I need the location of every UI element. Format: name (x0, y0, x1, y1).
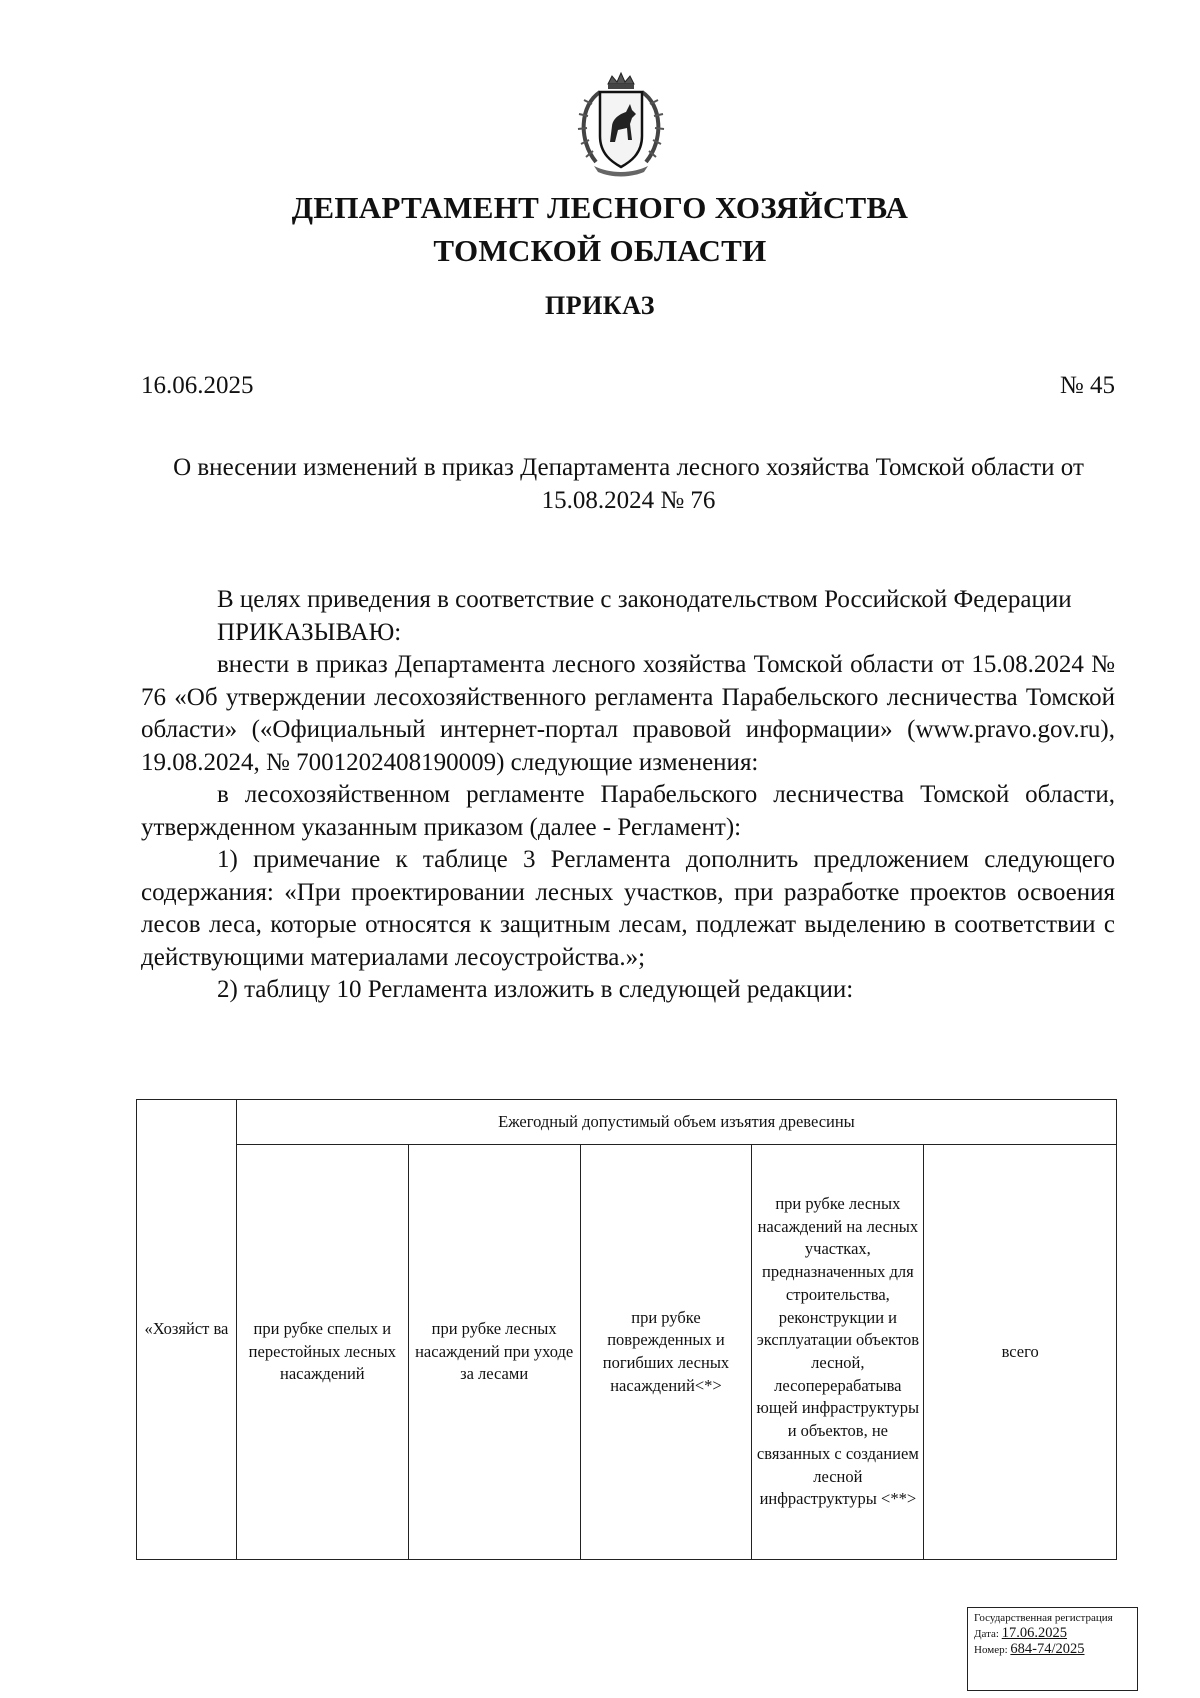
stamp-date-value: 17.06.2025 (1001, 1625, 1067, 1641)
organization-name-line1: ДЕПАРТАМЕНТ ЛЕСНОГО ХОЗЯЙСТВА (291, 190, 909, 225)
stamp-date-label: Дата: (974, 1628, 999, 1640)
body-paragraph-item1: 1) примечание к таблице 3 Регламента дополнить предложением следующего содержания: «При проектировании лесных участков, при разработке проектов освоения лесов леса, которые относятся к защитным лесам, подлежат выделению в соответствии с действующими материалами лесоустройства.»; (141, 846, 1115, 971)
stamp-number-label: Номер: (974, 1644, 1008, 1656)
coat-of-arms-icon (570, 70, 672, 178)
stamp-number-value: 684-74/2025 (1010, 1641, 1085, 1657)
table-column-header: при рубке поврежденных и погибших лесных насаждений<*> (580, 1145, 752, 1560)
document-number: № 45 (1059, 372, 1115, 399)
stamp-title: Государственная регистрация (974, 1612, 1113, 1624)
table-column-header: при рубке спелых и перестойных лесных насаждений (236, 1145, 408, 1560)
table-group-header: Ежегодный допустимый объем изъятия древесины (236, 1100, 1116, 1145)
registration-stamp (967, 1607, 1138, 1691)
body-paragraph-regulation: в лесохозяйственном регламенте Парабельского лесничества Томской области, утвержденном указанным приказом (далее - Регламент): (141, 781, 1115, 841)
table-header-households: «Хозяйст ва (137, 1100, 237, 1560)
document-subject: О внесении изменений в приказ Департамента лесного хозяйства Томской области от 15.08.2024 № 76 (173, 454, 1084, 514)
table-column-header: при рубке лесных насаждений на лесных участках, предназначенных для строительства, реконструкции и эксплуатации объектов лесной, лесоперерабатыва ющей инфраструктуры и объектов, не связанных с созданием лесной инфраструктуры <**> (752, 1145, 924, 1560)
table-column-header: всего (924, 1145, 1117, 1560)
document-type: ПРИКАЗ (544, 291, 656, 320)
table-column-header: при рубке лесных насаждений при уходе за лесами (408, 1145, 580, 1560)
body-paragraph-amend: внести в приказ Департамента лесного хозяйства Томской области от 15.08.2024 № 76 «Об утверждении лесохозяйственного регламента Парабельского лесничества Томской области» («Официальный интернет-портал правовой информации» (www.pravo.gov.ru), 19.08.2024, № 7001202408190009) следующие изменения: (141, 651, 1115, 776)
table-10 (136, 1099, 1117, 1560)
body-paragraph-item2: 2) таблицу 10 Регламента изложить в следующей редакции: (217, 976, 854, 1003)
document-date: 16.06.2025 (141, 372, 254, 399)
document-body (141, 584, 1115, 1007)
body-paragraph-purpose: В целях приведения в соответствие с законодательством Российской Федерации (217, 586, 1072, 613)
body-paragraph-order: ПРИКАЗЫВАЮ: (217, 618, 402, 646)
organization-name-line2: ТОМСКОЙ ОБЛАСТИ (433, 233, 767, 268)
